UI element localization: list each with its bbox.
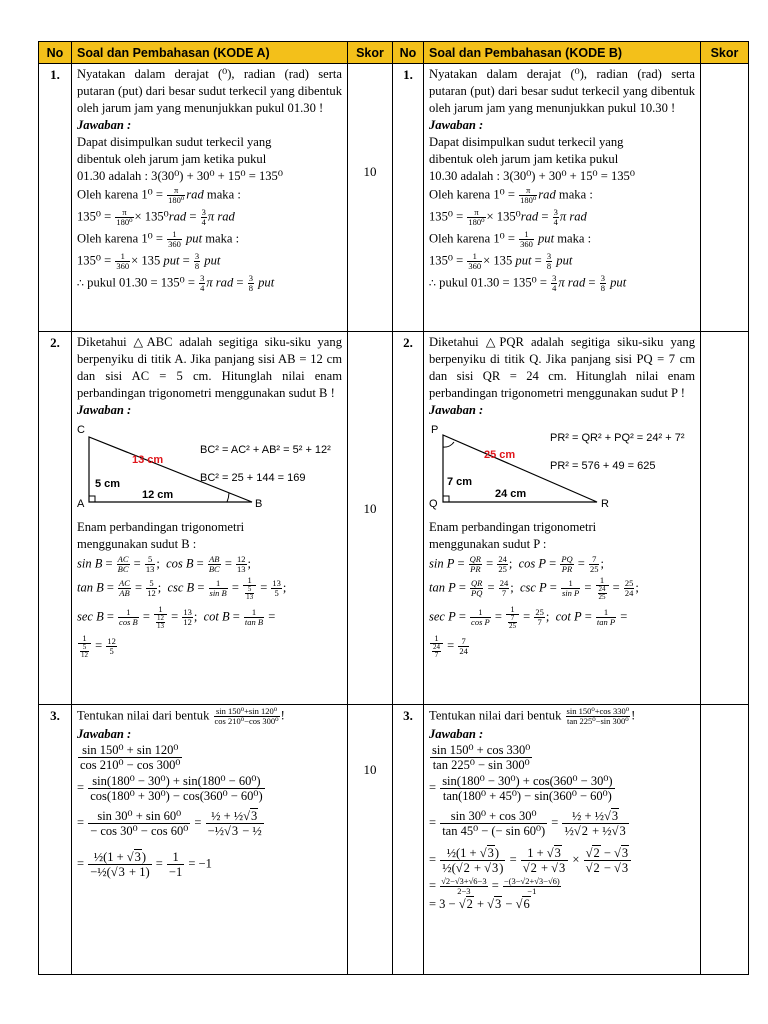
question-label: Tentukan nilai dari bentuk — [77, 708, 210, 723]
question-text: Tentukan nilai dari bentuk $\frac{\text{sin 150⁰+cos 330⁰}}{\text{tan 225⁰−sin 300⁰}}$ ! — [429, 706, 636, 726]
triangle-pqr-figure — [429, 419, 699, 515]
header-no-b: No — [393, 42, 424, 64]
formula-line: ∴ pukul 01.30 = 135⁰ = $\frac{3}{4}$ π rad = $\frac{3}{8}$ put — [429, 273, 627, 293]
pythagoras-eq: BC² = AC² + AB² = 5² + 12² — [200, 444, 331, 456]
answer-line: dibentuk oleh jarum jam ketika pukul — [429, 152, 619, 166]
answer-line: Dapat disimpulkan sudut terkecil yang — [429, 135, 624, 149]
jawaban-label: Jawaban : — [429, 403, 484, 417]
formula-text: maka : — [206, 187, 241, 202]
answer-line: Dapat disimpulkan sudut terkecil yang — [77, 135, 272, 149]
formula-line: 135⁰ = $\frac{\pi}{\text{180⁰}}$ × 135⁰rad = $\frac{3}{4}$ π rad — [429, 207, 587, 227]
table-row — [39, 332, 749, 705]
vertex-label: R — [601, 498, 609, 510]
header-title-b: Soal dan Pembahasan (KODE B) — [424, 42, 701, 64]
answer-line: menggunakan sudut B : — [77, 537, 197, 551]
question-cell-b — [424, 332, 701, 705]
pythagoras-eq: PR² = QR² + PQ² = 24² + 7² — [550, 432, 685, 444]
score-cell-b — [701, 705, 749, 975]
score-cell: 10 — [348, 332, 393, 705]
jawaban-label: Jawaban : — [77, 727, 132, 741]
vertex-label: Q — [429, 498, 438, 510]
vertex-label: A — [77, 498, 85, 510]
answer-line: Enam perbandingan trigonometri — [429, 520, 597, 534]
formula-line: 135⁰ = $\frac{\pi}{\text{180⁰}}$ × 135⁰rad = $\frac{3}{4}$ π rad — [77, 207, 235, 227]
jawaban-label: Jawaban : — [77, 118, 132, 132]
header-skor-a: Skor — [348, 42, 393, 64]
jawaban-label: Jawaban : — [429, 118, 484, 132]
formula-text: maka : — [558, 187, 593, 202]
question-cell-b — [424, 64, 701, 332]
formula-line: ∴ pukul 01.30 = 135⁰ = $\frac{3}{4}$ π rad = $\frac{3}{8}$ put — [77, 273, 275, 293]
row-number: 2. — [39, 332, 72, 705]
formula-text: pukul 01.30 = 135⁰ = — [87, 275, 195, 290]
pythagoras-eq: PR² = 576 + 49 = 625 — [550, 460, 656, 472]
formula-line: tan B = $\frac{AC}{AB}$ = $\frac{5}{12}$ ; csc B = $\frac{1}{\text{sin B}}$ = $\frac{1}{\frac{5}{13}}$ = $\frac{13}{5}$ ; — [77, 575, 287, 601]
vertex-label: C — [77, 424, 85, 436]
formula-line: 135⁰ = $\frac{1}{360}$ × 135 put = $\frac{3}{8}$ put — [77, 251, 221, 271]
header-skor-b: Skor — [701, 42, 749, 64]
formula-text: Oleh karena 1⁰ = — [77, 187, 163, 202]
formula-line: sin B = $\frac{AC}{BC}$ = $\frac{5}{13}$ ; cos B = $\frac{AB}{BC}$ = $\frac{12}{13}$ ; — [77, 554, 252, 574]
formula-line: Oleh karena 1⁰ = $\frac{1}{360}$ put maka : — [429, 229, 592, 249]
formula-line: = $\frac{\text{sin 30⁰ + sin 60⁰}}{\text{− cos 30⁰ − cos 60⁰}}$ = $\frac{\text{½ + ½√3}}{\text{−½√3 − ½}}$ — [77, 809, 262, 838]
formula-line: sec B = $\frac{1}{\text{cos B}}$ = $\frac{1}{\frac{12}{13}}$ = $\frac{13}{12}$ ; cot B = $\frac{1}{\text{tan B}}$ = — [77, 604, 276, 630]
formula-line: Oleh karena 1⁰ = $\frac{\pi}{\text{180⁰}}$ rad maka : — [77, 185, 241, 205]
formula-line: sin P = $\frac{QR}{PR}$ = $\frac{24}{25}$ ; cos P = $\frac{PQ}{PR}$ = $\frac{7}{25}$ ; — [429, 554, 604, 574]
question-text: Nyatakan dalam derajat (⁰), radian (rad) serta putaran (put) dari besar sudut terkecil yang dibentuk oleh jarum jam yang menunjukkan pukul 10.30 ! — [429, 67, 695, 115]
vertex-label: P — [431, 424, 439, 436]
formula-text: maka : — [557, 231, 592, 246]
formula-line: = $\frac{√2-√3+√6-3}{2-3}$ = $\frac{-(3-√2+√3-√6)}{-1}$ — [429, 876, 560, 896]
answer-key-table — [38, 41, 749, 975]
formula-line: $\frac{1}{\frac{5}{12}}$ = $\frac{12}{5}$ — [77, 634, 342, 659]
formula-line: = 3 − √2 + √3 − √6 — [429, 897, 530, 911]
table-row — [39, 64, 749, 332]
header-title-a: Soal dan Pembahasan (KODE A) — [72, 42, 348, 64]
score-cell-b — [701, 332, 749, 705]
formula-line: = $\frac{\text{sin(180⁰ − 30⁰) + cos(360⁰ − 30⁰)}}{\text{tan(180⁰ + 45⁰) − sin(360⁰ − 60⁰)}}$ — [429, 774, 613, 803]
formula-text: pukul 01.30 = 135⁰ = — [439, 275, 547, 290]
row-number: 3. — [393, 705, 424, 975]
answer-line: dibentuk oleh jarum jam ketika pukul — [77, 152, 267, 166]
row-number: 1. — [393, 64, 424, 332]
vertex-label: B — [255, 498, 263, 510]
formula-line: 135⁰ = $\frac{1}{360}$ × 135 put = $\frac{3}{8}$ put — [429, 251, 573, 271]
answer-line: 01.30 adalah : 3(30⁰) + 30⁰ + 15⁰ = 135⁰ — [77, 169, 283, 183]
score-cell-b — [701, 64, 749, 332]
hypotenuse-label: 25 cm — [484, 449, 516, 461]
row-number: 3. — [39, 705, 72, 975]
question-cell-b — [424, 705, 701, 975]
table-row — [39, 705, 749, 975]
question-cell-a — [72, 332, 348, 705]
question-cell-a — [72, 64, 348, 332]
formula-line: = $\frac{\text{sin(180⁰ − 30⁰) + sin(180⁰ − 60⁰)}}{\text{cos(180⁰ + 30⁰) − cos(360⁰ − 60⁰)}}$ — [77, 774, 263, 803]
formula-line: $\frac{1}{\frac{24}{7}}$ = $\frac{7}{24}$ — [429, 634, 695, 659]
formula-line: $\frac{\text{sin 150⁰ + sin 120⁰}}{\text{cos 210⁰ − cos 300⁰}}$ — [80, 743, 181, 772]
score-cell: 10 — [348, 705, 393, 975]
formula-line: Oleh karena 1⁰ = $\frac{1}{360}$ put maka : — [77, 229, 240, 249]
formula-text: Oleh karena 1⁰ = — [429, 231, 515, 246]
triangle-abc-figure — [77, 419, 347, 515]
base-label: 24 cm — [495, 488, 527, 500]
row-number: 1. — [39, 64, 72, 332]
jawaban-label: Jawaban : — [77, 403, 132, 417]
formula-line: Oleh karena 1⁰ = $\frac{\pi}{\text{180⁰}}$ rad maka : — [429, 185, 593, 205]
answer-line: 10.30 adalah : 3(30⁰) + 30⁰ + 15⁰ = 135⁰ — [429, 169, 635, 183]
formula-text: Oleh karena 1⁰ = — [429, 187, 515, 202]
formula-line: = $\frac{\text{sin 30⁰ + cos 30⁰}}{\text{tan 45⁰ − (− sin 60⁰)}}$ = $\frac{\text{½ + ½√3}}{\text{½√2 + ½√3}}$ — [429, 809, 695, 838]
question-text: Diketahui △PQR adalah segitiga siku-siku yang berpenyiku di titik Q. Jika panjang sisi PQ = 7 cm dan sisi QR = 24 cm. Hitunglah nilai enam perbandingan trigonometri menggunakan sudut P ! — [429, 335, 695, 400]
question-label: Tentukan nilai dari bentuk — [429, 708, 562, 723]
formula-text: Oleh karena 1⁰ = — [77, 231, 163, 246]
question-text: Diketahui △ABC adalah segitiga siku-siku yang berpenyiku di titik A. Jika panjang sisi AB = 12 cm dan sisi AC = 5 cm. Hitunglah nilai enam perbandingan trigonometri menggunakan sudut B ! — [77, 335, 342, 400]
answer-line: Enam perbandingan trigonometri — [77, 520, 245, 534]
formula-text: maka : — [205, 231, 240, 246]
jawaban-label: Jawaban : — [429, 727, 484, 741]
side-label: 7 cm — [447, 476, 473, 488]
formula-line: = $\frac{\text{½(1 + √3)}}{\text{½(√2 + √3)}}$ = $\frac{1 + √3}{√2 + √3}$ × $\frac{√2 - √3}{√2 - √3}$ — [429, 846, 695, 875]
base-label: 12 cm — [142, 489, 174, 501]
pythagoras-eq: BC² = 25 + 144 = 169 — [200, 472, 306, 484]
formula-line: $\frac{\text{sin 150⁰ + cos 330⁰}}{\text{tan 225⁰ − sin 300⁰}}$ — [432, 743, 531, 772]
header-row — [39, 42, 749, 64]
header-no-a: No — [39, 42, 72, 64]
formula-line: tan P = $\frac{QR}{PQ}$ = $\frac{24}{7}$ ; csc P = $\frac{1}{\text{sin P}}$ = $\frac{1}{\frac{24}{25}}$ = $\frac{25}{24}$ ; — [429, 575, 639, 601]
side-label: 5 cm — [95, 478, 121, 490]
question-cell-a — [72, 705, 348, 975]
question-text: Nyatakan dalam derajat (⁰), radian (rad) serta putaran (put) dari besar sudut terkecil yang dibentuk oleh jarum jam yang menunjukkan pukul 01.30 ! — [77, 67, 342, 115]
question-text: Tentukan nilai dari bentuk $\frac{\text{sin 150⁰+sin 120⁰}}{\text{cos 210⁰−cos 300⁰}}$ ! — [77, 706, 285, 726]
hypotenuse-label: 13 cm — [132, 454, 164, 466]
score-cell: 10 — [348, 64, 393, 332]
answer-line: menggunakan sudut P : — [429, 537, 547, 551]
formula-line: sec P = $\frac{1}{\text{cos P}}$ = $\frac{1}{\frac{7}{25}}$ = $\frac{25}{7}$ ; cot P = $\frac{1}{\text{tan P}}$ = — [429, 604, 628, 630]
row-number: 2. — [393, 332, 424, 705]
formula-line: = $\frac{\text{½(1 + √3)}}{\text{−½(√3 + 1)}}$ = $\frac{1}{-1}$ = −1 — [77, 850, 212, 879]
